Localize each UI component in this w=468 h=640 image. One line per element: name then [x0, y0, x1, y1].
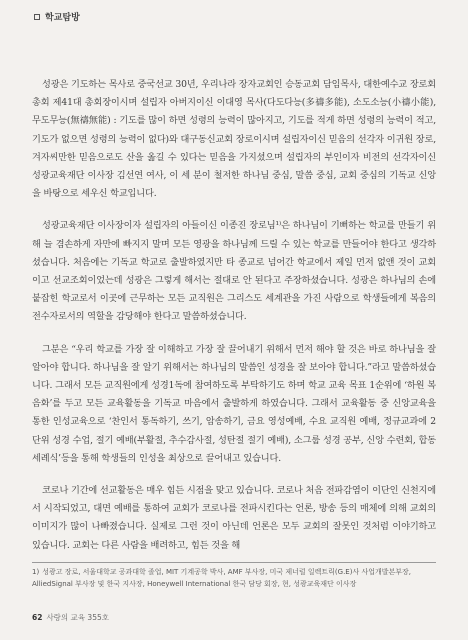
section-header	[34, 10, 80, 23]
paragraph-4: 코로나 기간에 선교활동은 매우 힘든 시점을 맞고 있습니다. 코로나 처음 전파감염이 이단인 신천지에서 시작되었고, 대면 예배를 통하여 교회가 코로나를 전파시킨다는 언론, 방송 등의 매체에 의해 교회의 이미지가 많이 나빠졌습니다. 실제로 그런 것이 아닌데 언론은 모두 교회의 잘못인 것처럼 이야기하고 있습니다. 교회는 다른 사람을 배려하고, 힘든 것을 해	[32, 485, 436, 551]
paragraph-1: 성광은 기도하는 목사로 중국선교 30년, 우리나라 장자교회인 승동교회 담임목사, 대한예수교 장로회 총회 제41대 총회장이시며 설립자 아버지이신 이대영 목사(다도다능(多禱多能), 소도소능(小禱小能), 무도무능(無禱無能) : 기도를 많이 하면 성령의 능력이 많아지고, 기도를 적게 하면 성령의 능력이 적고, 기도가 없으면 성령의 능력이 없다)와 대구동신교회 장로이시며 설립자이신 믿음의 선각자 이귀원 장로, 겨자씨만한 믿음으로도 산을 옮길 수 있다는 믿음을 가지셨으며 설립자의 부인이자 비전의 선각자이신 성광교육재단 이사장 김선연 여사, 이 세 분이 철저한 하나님 중심, 말씀 중심, 교회 중심의 기독교 신앙을 바탕으로 세우신 학교입니다.	[32, 79, 436, 200]
page-footer	[32, 612, 109, 623]
square-bullet-icon	[34, 14, 40, 20]
footnote	[32, 566, 436, 590]
publication-name: 사랑의 교육 355호	[46, 613, 109, 622]
footnote-number: 1)	[32, 568, 40, 576]
section-title: 학교탐방	[45, 13, 80, 23]
article-body	[32, 76, 436, 569]
footnote-text: 성광고 장로, 서울대학교 공과대학 졸업, MIT 기계공학 박사, AMF 부사장, 미국 제너럴 일렉트릭(G.E)사 사업개발본부장, AlliedSignal 부사장 및 한국 지사장, Honeywell International 한국 담당 회장, 현, 성광교육재단 이사장	[32, 568, 412, 588]
paragraph-3: 그분은 “우리 학교를 가장 잘 이해하고 가장 잘 끌어내기 위해서 먼저 해야 할 것은 바로 하나님을 잘 알아야 합니다. 하나님을 잘 알기 위해서는 하나님의 말씀인 성경을 잘 보아야 합니다.”라고 말씀하셨습니다. 그래서 모든 교직원에게 성경1독에 참여하도록 부탁하기도 하며 학교 교육 목표 1순위에 ‘하원 복음화’를 두고 모든 교육활동을 기독교 마음에서 출발하게 하였습니다. 그래서 교육활동 중 신앙교육을 통한 인성교육으로 ‘찬인서 통독하기, 쓰기, 암송하기, 금요 영성예배, 수요 교직원 예배, 정규교과에 2단위 성경 수업, 절기 예배(부활절, 추수감사절, 성탄절 절기 예배), 소그룹 성경 공부, 신앙 수련회, 합동 세례식’등을 통해 학생들의 인성을 최상으로 끌어내고 있습니다.	[32, 343, 436, 464]
paragraph-2: 성광교육재단 이사장이자 설립자의 아들이신 이종진 장로님¹⁾은 하나님이 기뻐하는 학교를 만들기 위해 늘 겸손하게 자만에 빠지지 말며 모든 영광을 하나님께 드릴 수 있는 학교를 만들어야 한다고 생각하셨습니다. 처음에는 기독교 학교로 출발하였지만 타 종교로 넘어간 학교에서 제일 먼저 없앤 것이 교회이고 선교조회이었는데 성광은 그렇게 해서는 절대로 안 된다고 주장하셨습니다. 성광은 하나님의 손에 붙잡힌 학교로서 이곳에 근무하는 모든 교직원은 그리스도 세계관을 가진 사람으로 학생들에게 복음의 전수자로서의 역할을 감당해야 한다고 말씀하셨습니다.	[32, 220, 436, 323]
footnote-divider	[32, 562, 436, 563]
page-number: 62	[32, 613, 43, 622]
